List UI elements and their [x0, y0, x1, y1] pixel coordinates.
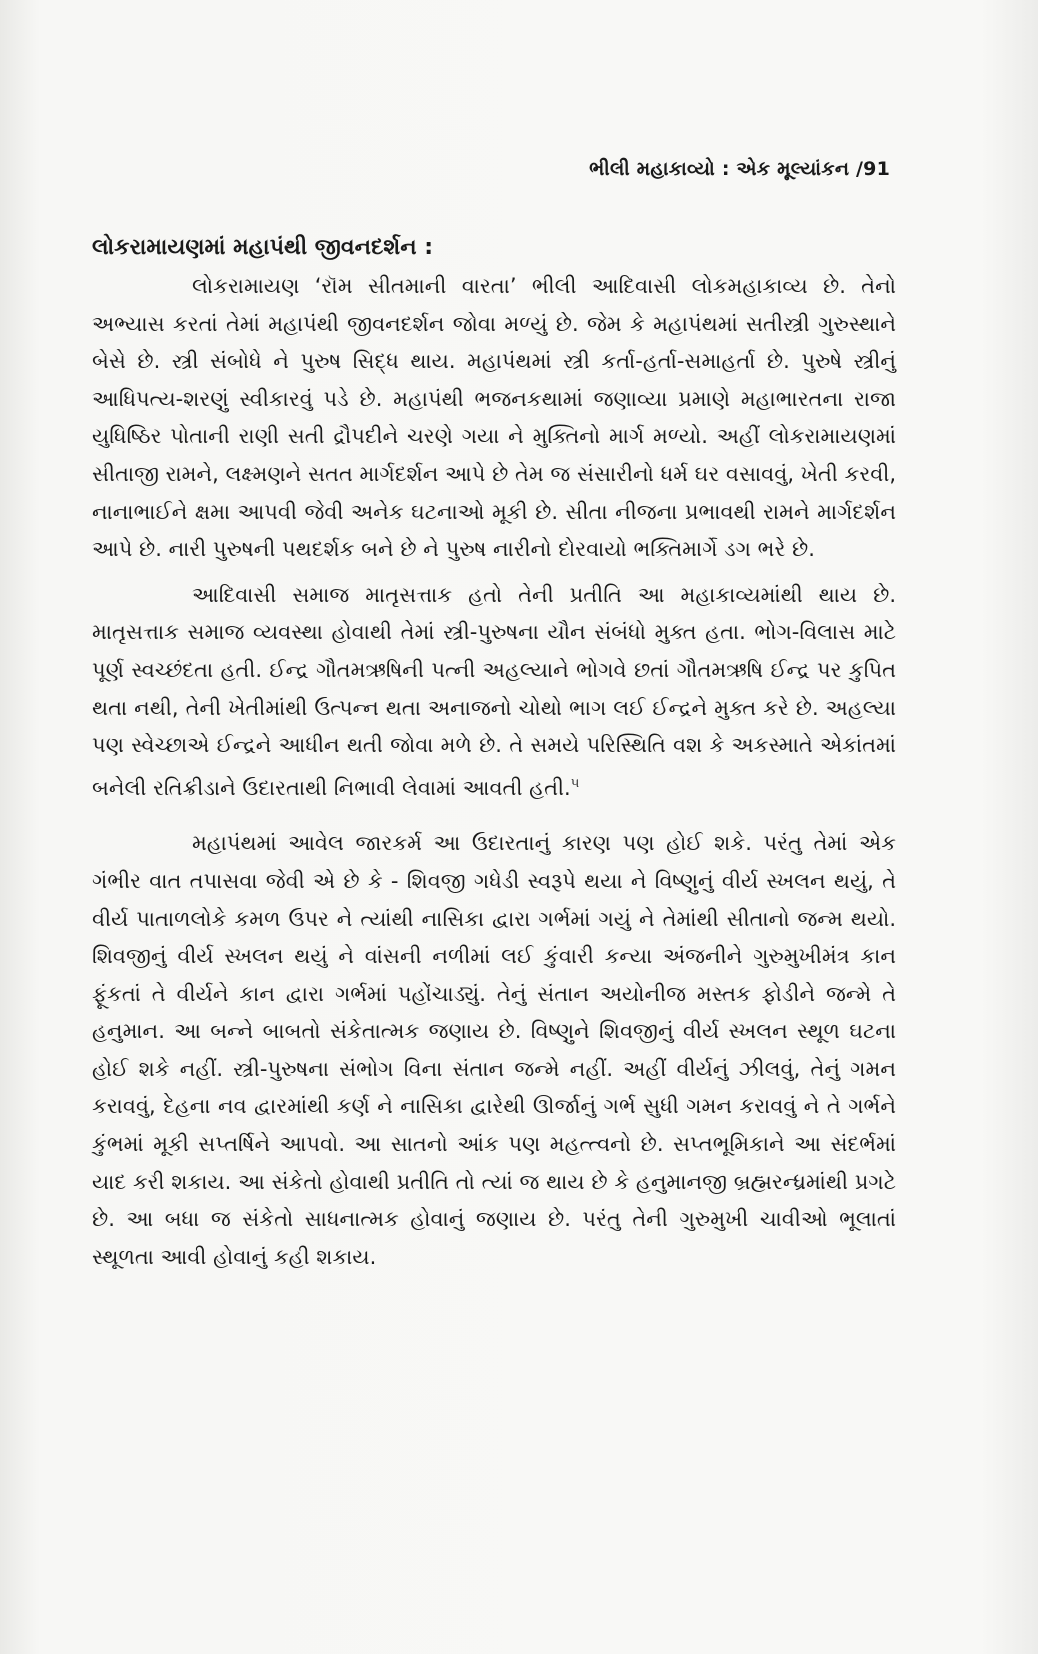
- section-heading: લોકરામાયણમાં મહાપંથી જીવનદર્શન :: [92, 235, 434, 260]
- running-header: ભીલી મહાકાવ્યો : એક મૂલ્યાંકન /91: [589, 158, 890, 180]
- paragraph-2: [92, 577, 896, 808]
- paragraph-3: મહાપંથમાં આવેલ જારકર્મ આ ઉદારતાનું કારણ પણ હોઈ શકે. પરંતુ તેમાં એક ગંભીર વાત તપાસવા જેવી એ છે કે - શિવજી ગધેડી સ્વરૂપે થયા ને વિષ્ણુનું વીર્ય સ્ખલન થયું, તે વીર્ય પાતાળલોકે કમળ ઉપર ને ત્યાંથી નાસિકા દ્વારા ગર્ભમાં ગયું ને તેમાંથી સીતાનો જન્મ થયો. શિવજીનું વીર્ય સ્ખલન થયું ને વાંસની નળીમાં લઈ કુંવારી કન્યા અંજનીને ગુરુમુખીમંત્ર કાન ફૂંકતાં તે વીર્યને કાન દ્વારા ગર્ભમાં પહોંચાડ્યું. તેનું સંતાન અયોનીજ મસ્તક ફોડીને જન્મે તે હનુમાન. આ બન્ને બાબતો સંકેતાત્મક જણાય છે. વિષ્ણુને શિવજીનું વીર્ય સ્ખલન સ્થૂળ ઘટના હોઈ શકે નહીં. સ્ત્રી-પુરુષના સંભોગ વિના સંતાન જન્મે નહીં. અહીં વીર્યનું ઝીલવું, તેનું ગમન કરાવવું, દેહના નવ દ્વારમાંથી કર્ણ ને નાસિકા દ્વારેથી ઊર્જાનું ગર્ભ સુધી ગમન કરાવવું ને તે ગર્ભને કુંભમાં મૂકી સપ્તર્ષિને આપવો. આ સાતનો આંક પણ મહત્ત્વનો છે. સપ્તભૂમિકાને આ સંદર્ભમાં યાદ કરી શકાય. આ સંકેતો હોવાથી પ્રતીતિ તો ત્યાં જ થાય છે કે હનુમાનજી બ્રહ્મરન્ધ્રમાંથી પ્રગટે છે. આ બધા જ સંકેતો સાધનાત્મક હોવાનું જણાય છે. પરંતુ તેની ગુરુમુખી ચાવીઓ ભૂલાતાં સ્થૂળતા આવી હોવાનું કહી શકાય.: [92, 831, 896, 1269]
- footnote-marker: ૫: [570, 775, 580, 791]
- paragraph-1: લોકરામાયણ ‘રૉમ સીતમાની વારતા’ ભીલી આદિવાસી લોકમહાકાવ્ય છે. તેનો અભ્યાસ કરતાં તેમાં મહાપંથી જીવનદર્શન જોવા મળ્યું છે. જેમ કે મહાપંથમાં સતીસ્ત્રી ગુરુસ્થાને બેસે છે. સ્ત્રી સંબોધે ને પુરુષ સિદ્ધ થાય. મહાપંથમાં સ્ત્રી કર્તા-હર્તા-સમાહર્તા છે. પુરુષે સ્ત્રીનું આધિપત્ય-શરણું સ્વીકારવું પડે છે. મહાપંથી ભજનકથામાં જણાવ્યા પ્રમાણે મહાભારતના રાજા યુધિષ્ઠિર પોતાની રાણી સતી દ્રૌપદીને ચરણે ગયા ને મુક્તિનો માર્ગ મળ્યો. અહીં લોકરામાયણમાં સીતાજી રામને, લક્ષ્મણને સતત માર્ગદર્શન આપે છે તેમ જ સંસારીનો ધર્મ ઘર વસાવવું, ખેતી કરવી, નાનાભાઈને ક્ષમા આપવી જેવી અનેક ઘટનાઓ મૂકી છે. સીતા નીજના પ્રભાવથી રામને માર્ગદર્શન આપે છે. નારી પુરુષની પથદર્શક બને છે ને પુરુષ નારીનો દોરવાયો ભક્તિમાર્ગે ડગ ભરે છે.: [92, 274, 896, 562]
- paragraph-2-text: આદિવાસી સમાજ માતૃસત્તાક હતો તેની પ્રતીતિ આ મહાકાવ્યમાંથી થાય છે. માતૃસત્તાક સમાજ વ્યવસ્થા હોવાથી તેમાં સ્ત્રી-પુરુષના યૌન સંબંધો મુક્ત હતા. ભોગ-વિલાસ માટે પૂર્ણ સ્વચ્છંદતા હતી. ઈન્દ્ર ગૌતમઋષિની પત્ની અહલ્યાને ભોગવે છતાં ગૌતમઋષિ ઈન્દ્ર પર કુપિત થતા નથી, તેની ખેતીમાંથી ઉત્પન્ન થતા અનાજનો ચોથો ભાગ લઈ ઈન્દ્રને મુક્ત કરે છે. અહલ્યા પણ સ્વેચ્છાએ ઈન્દ્રને આધીન થતી જોવા મળે છે. તે સમયે પરિસ્થિતિ વશ કે અકસ્માતે એકાંતમાં બનેલી રતિક્રીડાને ઉદારતાથી નિભાવી લેવામાં આવતી હતી.: [92, 582, 896, 800]
- page-body: [92, 230, 896, 1284]
